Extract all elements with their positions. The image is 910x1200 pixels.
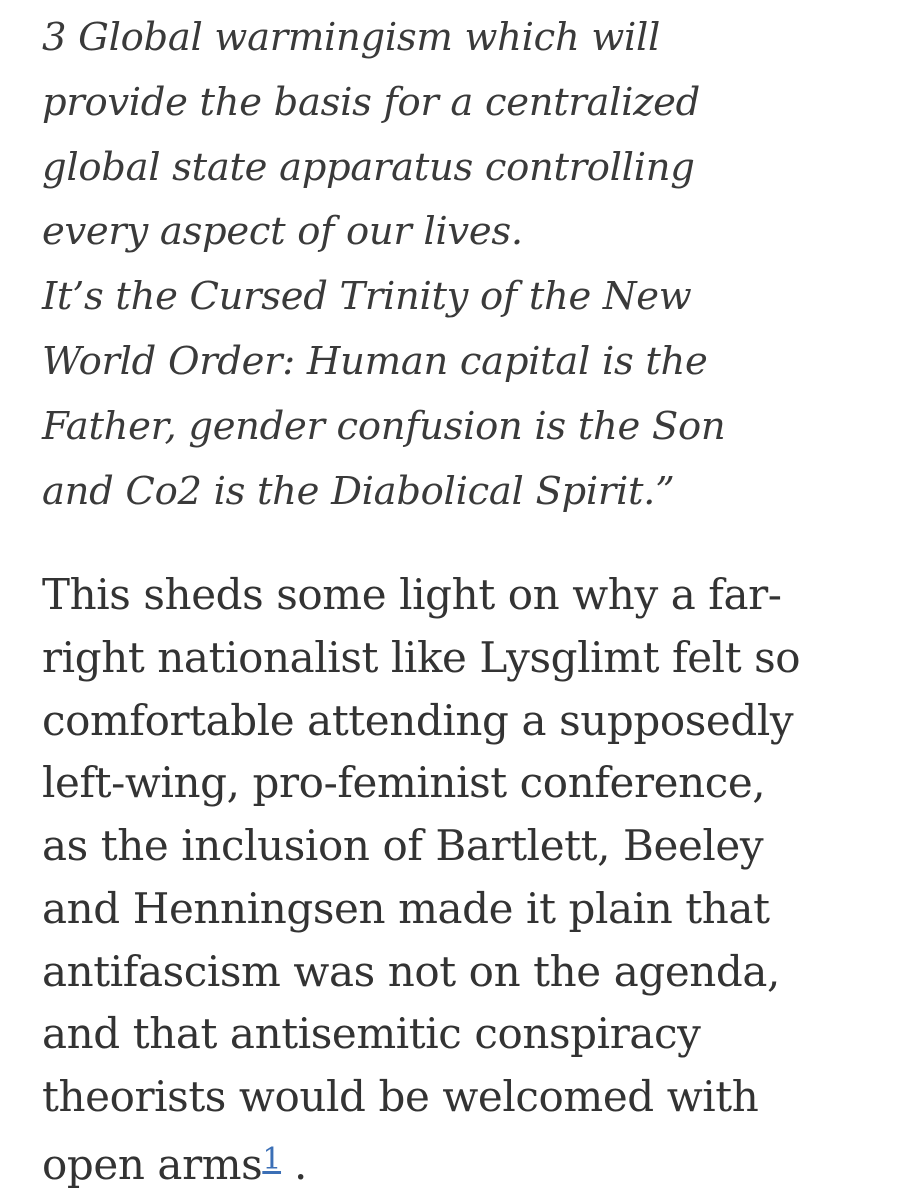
- paragraph-line: and that antisemitic conspiracy: [42, 1009, 701, 1059]
- quote-line: every aspect of our lives.: [42, 209, 523, 255]
- quote-line: World Order: Human capital is the: [42, 338, 708, 384]
- paragraph-line: and Henningsen made it plain that: [42, 883, 770, 933]
- footnote-link[interactable]: 1: [262, 1141, 282, 1177]
- quote-line: global state apparatus controlling: [42, 144, 695, 190]
- blockquote: [42, 0, 870, 524]
- paragraph-last-line: [42, 1129, 870, 1197]
- paragraph-line: as the inclusion of Bartlett, Beeley: [42, 821, 764, 871]
- paragraph-line: This sheds some light on why a far-: [42, 570, 782, 620]
- paragraph-line-text: open arms: [42, 1139, 263, 1189]
- paragraph-line: antifascism was not on the agenda,: [42, 946, 781, 996]
- paragraph-line: left-wing, pro-feminist conference,: [42, 758, 766, 808]
- quote-line: 3 Global warmingism which will: [42, 15, 661, 60]
- paragraph-line: theorists would be welcomed with: [42, 1072, 759, 1121]
- quote-line: and Co2 is the Diabolical Spirit.”: [42, 468, 675, 514]
- quote-line: Father, gender confusion is the Son: [42, 403, 726, 449]
- quote-line: It’s the Cursed Trinity of the New: [42, 274, 692, 320]
- closing-punctuation: .: [281, 1139, 307, 1189]
- paragraph-line: comfortable attending a supposedly: [42, 695, 794, 745]
- body-paragraph: [42, 524, 870, 1196]
- paragraph-line: right nationalist like Lysglimt felt so: [42, 633, 801, 683]
- quote-line: provide the basis for a centralized: [42, 79, 700, 125]
